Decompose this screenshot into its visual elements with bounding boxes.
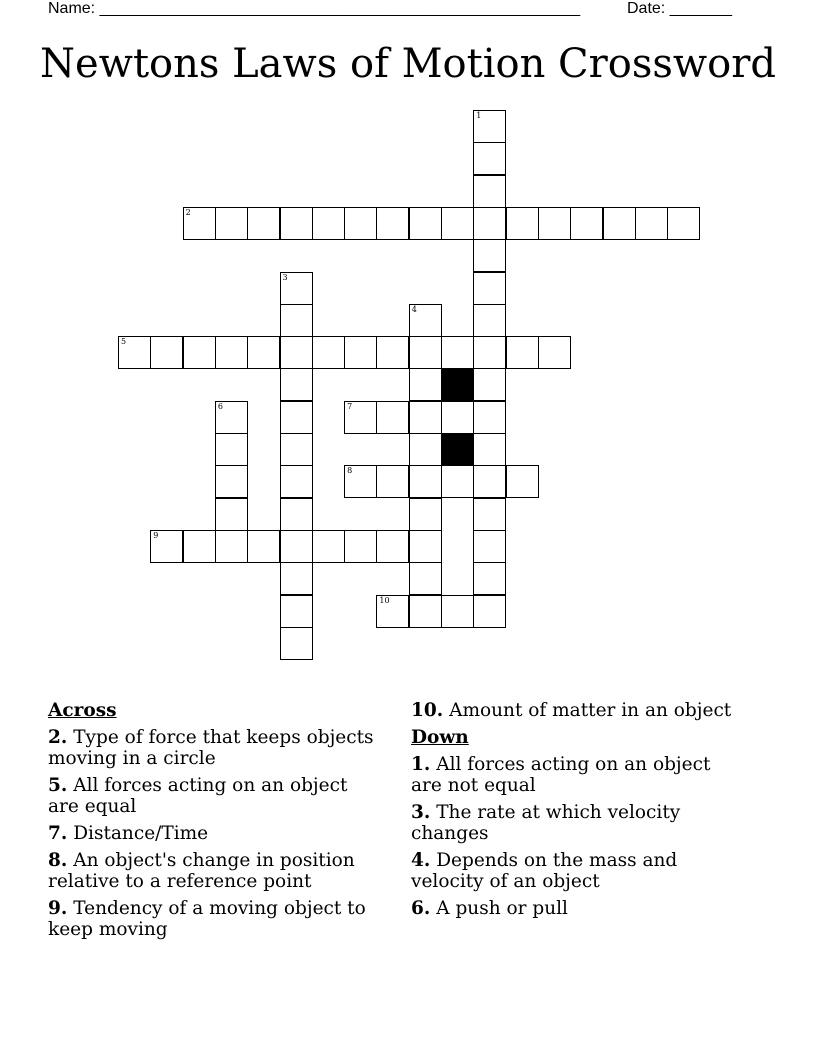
crossword-cell[interactable] [473, 498, 506, 531]
clue-number: 9. [48, 898, 68, 919]
cell-number: 10 [379, 595, 390, 605]
crossword-cell[interactable] [247, 207, 280, 240]
crossword-cell[interactable] [280, 336, 313, 369]
crossword-cell[interactable] [376, 336, 409, 369]
crossword-cell[interactable] [280, 498, 313, 531]
clue-number: 6. [411, 898, 431, 919]
clue-text: Amount of matter in an object [449, 700, 732, 721]
date-field[interactable]: Date: _______ [627, 0, 732, 17]
cell-number: 3 [282, 272, 288, 282]
crossword-cell[interactable] [312, 530, 345, 563]
down-clue [411, 898, 746, 919]
clue-text: The rate at which velocity changes [411, 802, 681, 844]
crossword-cell[interactable] [409, 433, 442, 466]
cell-number: 5 [121, 337, 127, 347]
clue-text: Depends on the mass and velocity of an object [411, 850, 678, 892]
crossword-cell[interactable] [473, 368, 506, 401]
crossword-cell[interactable] [441, 595, 474, 628]
crossword-cell[interactable] [441, 465, 474, 498]
crossword-cell[interactable] [409, 465, 442, 498]
crossword-cell[interactable] [280, 304, 313, 337]
crossword-cell[interactable] [635, 207, 668, 240]
clue-text: Type of force that keeps objects moving in a circle [48, 727, 374, 769]
down-clue [411, 754, 746, 796]
cell-number: 7 [347, 401, 353, 411]
clue-text: An object's change in position relative to a reference point [48, 850, 355, 892]
crossword-cell[interactable] [473, 595, 506, 628]
cell-number: 9 [153, 530, 159, 540]
across-heading: Across [48, 700, 117, 721]
crossword-cell[interactable] [376, 465, 409, 498]
across-clue [48, 823, 383, 844]
clue-text: A push or pull [436, 898, 568, 919]
crossword-cell[interactable] [473, 239, 506, 272]
crossword-cell[interactable] [150, 336, 183, 369]
crossword-cell[interactable] [409, 336, 442, 369]
crossword-cell[interactable] [570, 207, 603, 240]
crossword-cell[interactable] [409, 498, 442, 531]
crossword-cell[interactable] [118, 336, 151, 369]
crossword-cell[interactable] [473, 304, 506, 337]
crossword-cell[interactable] [538, 207, 571, 240]
across-clue [48, 898, 383, 940]
down-clue [411, 802, 746, 844]
cell-number: 1 [476, 111, 482, 120]
crossword-cell[interactable] [473, 142, 506, 175]
cell-number: 8 [347, 466, 353, 476]
crossword-cell[interactable] [247, 336, 280, 369]
crossword-cell[interactable] [473, 562, 506, 595]
page-title: Newtons Laws of Motion Crossword [40, 41, 776, 87]
clue-number: 8. [48, 850, 68, 871]
across-clue [411, 700, 746, 721]
clue-number: 4. [411, 850, 431, 871]
cell-number: 4 [411, 304, 417, 314]
down-clue [411, 850, 746, 892]
clue-text: All forces acting on an object are not equal [411, 754, 711, 796]
crossword-cell[interactable] [473, 530, 506, 563]
cell-number: 6 [217, 401, 223, 411]
crossword-cell[interactable] [409, 207, 442, 240]
crossword-cell[interactable] [409, 401, 442, 434]
crossword-cell[interactable] [409, 562, 442, 595]
crossword-cell[interactable] [150, 530, 183, 563]
crossword-cell[interactable] [215, 498, 248, 531]
crossword-cell[interactable] [441, 207, 474, 240]
crossword-cell[interactable] [215, 401, 248, 434]
crossword-cell[interactable] [215, 530, 248, 563]
clue-number: 1. [411, 754, 431, 775]
across-clue [48, 850, 383, 892]
crossword-cell[interactable] [473, 175, 506, 208]
crossword-cell[interactable] [376, 595, 409, 628]
crossword-cell[interactable] [409, 304, 442, 337]
crossword-cell[interactable] [506, 465, 539, 498]
crossword-cell[interactable] [215, 336, 248, 369]
crossword-cell[interactable] [280, 401, 313, 434]
clue-text: Tendency of a moving object to keep moving [48, 898, 366, 940]
crossword-cell[interactable] [344, 465, 377, 498]
crossword-cell[interactable] [344, 530, 377, 563]
crossword-cell[interactable] [280, 465, 313, 498]
crossword-cell[interactable] [473, 465, 506, 498]
crossword-cell[interactable] [280, 433, 313, 466]
crossword-cell[interactable] [312, 336, 345, 369]
crossword-cell[interactable] [280, 595, 313, 628]
clue-text: Distance/Time [73, 823, 209, 844]
crossword-cell[interactable] [441, 401, 474, 434]
crossword-cell[interactable] [473, 336, 506, 369]
crossword-cell[interactable] [441, 336, 474, 369]
clue-column-right [411, 700, 746, 925]
crossword-cell[interactable] [506, 207, 539, 240]
blocked-cell [441, 368, 474, 401]
name-field[interactable]: Name: ______________________________________________________ [48, 0, 581, 17]
crossword-cell[interactable] [183, 207, 216, 240]
clue-column-left [48, 700, 383, 946]
crossword-cell[interactable] [409, 368, 442, 401]
clue-number: 5. [48, 775, 68, 796]
crossword-cell[interactable] [280, 627, 313, 660]
crossword-cell[interactable] [506, 336, 539, 369]
crossword-cell[interactable] [247, 530, 280, 563]
crossword-cell[interactable] [215, 207, 248, 240]
crossword-cell[interactable] [376, 401, 409, 434]
crossword-cell[interactable] [280, 530, 313, 563]
clue-number: 7. [48, 823, 68, 844]
crossword-cell[interactable] [215, 433, 248, 466]
crossword-cell[interactable] [183, 530, 216, 563]
clue-number: 3. [411, 802, 431, 823]
crossword-cell[interactable] [473, 433, 506, 466]
clue-number: 2. [48, 727, 68, 748]
cell-number: 2 [185, 207, 191, 217]
crossword-cell[interactable] [473, 401, 506, 434]
crossword-cell[interactable] [667, 207, 700, 240]
crossword-cell[interactable] [280, 368, 313, 401]
crossword-cell[interactable] [280, 562, 313, 595]
crossword-cell[interactable] [312, 207, 345, 240]
crossword-cell[interactable] [215, 465, 248, 498]
crossword-cell[interactable] [280, 207, 313, 240]
across-clue [48, 775, 383, 817]
crossword-cell[interactable] [473, 110, 506, 143]
crossword-cell[interactable] [409, 595, 442, 628]
crossword-cell[interactable] [538, 336, 571, 369]
down-heading: Down [411, 727, 469, 748]
crossword-cell[interactable] [280, 272, 313, 305]
crossword-cell[interactable] [603, 207, 636, 240]
crossword-cell[interactable] [473, 207, 506, 240]
crossword-cell[interactable] [344, 207, 377, 240]
crossword-cell[interactable] [473, 272, 506, 305]
crossword-cell[interactable] [344, 336, 377, 369]
crossword-cell[interactable] [376, 207, 409, 240]
clue-text: All forces acting on an object are equal [48, 775, 348, 817]
clue-number: 10. [411, 700, 444, 721]
crossword-cell[interactable] [409, 530, 442, 563]
across-clue [48, 727, 383, 769]
crossword-cell[interactable] [183, 336, 216, 369]
crossword-cell[interactable] [344, 401, 377, 434]
blocked-cell [441, 433, 474, 466]
crossword-cell[interactable] [376, 530, 409, 563]
